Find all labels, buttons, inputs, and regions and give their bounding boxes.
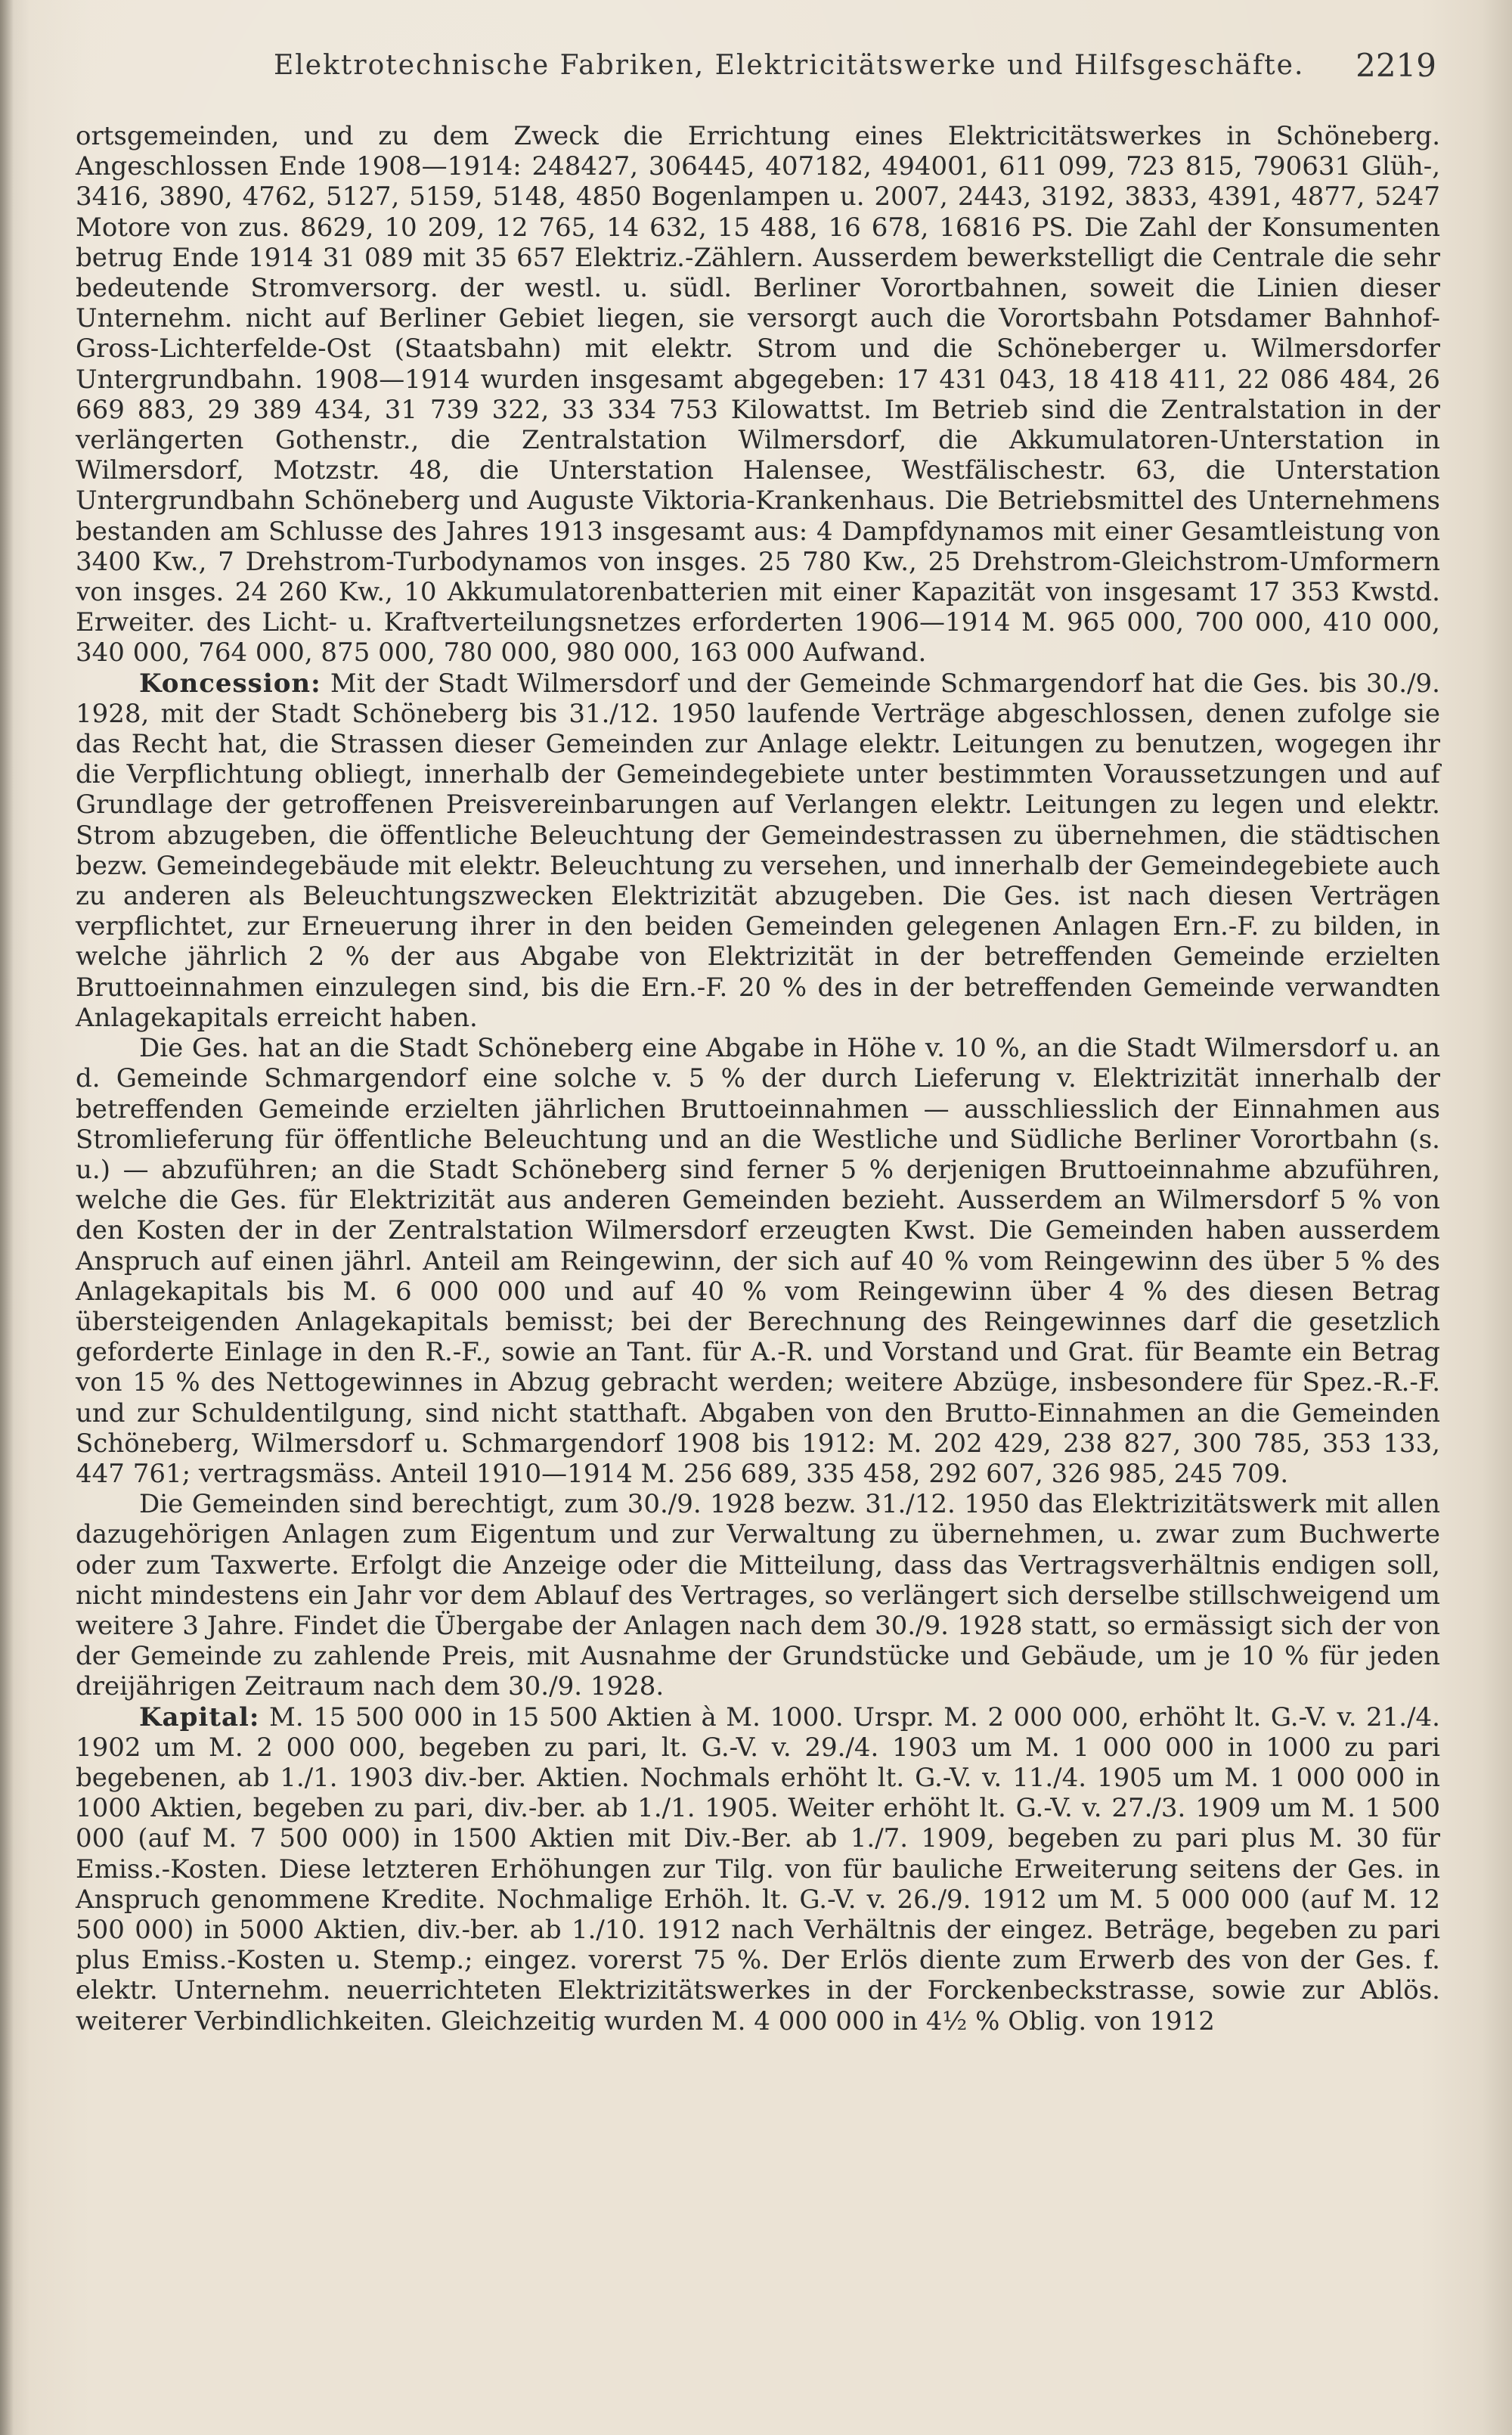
page-number: 2219 xyxy=(1356,47,1436,84)
paragraph-text: ortsgemeinden, und zu dem Zweck die Errichtung eines Elektricitätswerkes in Schöneberg. Angeschlossen Ende 1908—1914: 248427, 306445, 407182, 494001, 611 099, 723 815, 790631 Glüh-, 3416, 3890, 4762, 5127, 5159, 5148, 4850 Bogenlampen u. 2007, 2443, 3192, 3833, 4391, 4877, 5247 Motore von zus. 8629, 10 209, 12 765, 14 632, 15 488, 16 678, 16816 PS. Die Zahl der Konsumenten betrug Ende 1914 31 089 mit 35 657 Elektriz.-Zählern. Ausserdem bewerkstelligt die Centrale die sehr bedeutende Stromversorg. der westl. u. südl. Berliner Vorortbahnen, soweit die Linien dieser Unternehm. nicht auf Berliner Gebiet liegen, sie versorgt auch die Vorortsbahn Potsdamer Bahnhof-Gross-Lichterfelde-Ost (Staatsbahn) mit elektr. Strom und die Schöneberger u. Wilmersdorfer Untergrundbahn. 1908—1914 wurden insgesamt abgegeben: 17 431 043, 18 418 411, 22 086 484, 26 669 883, 29 389 434, 31 739 322, 33 334 753 Kilowattst. Im Betrieb sind die Zentralstation in der verlängerten Gothenstr., die Zentralstation Wilmersdorf, die Akkumulatoren-Unterstation in Wilmersdorf, Motzstr. 48, die Unterstation Halensee, Westfälischestr. 63, die Unterstation Untergrundbahn Schöneberg und Auguste Viktoria-Krankenhaus. Die Betriebsmittel des Unternehmens bestanden am Schlusse des Jahres 1913 insgesamt aus: 4 Dampfdynamos mit einer Gesamtleistung von 3400 Kw., 7 Drehstrom-Turbodynamos von insges. 25 780 Kw., 25 Drehstrom-Gleichstrom-Umformern von insges. 24 260 Kw., 10 Akkumulatorenbatterien mit einer Kapazität von insgesamt 17 353 Kwstd. Erweiter. des Licht- u. Kraftverteilungsnetzes erforderten 1906—1914 M. 965 000, 700 000, 410 000, 340 000, 764 000, 875 000, 780 000, 980 000, 163 000 Aufwand. xyxy=(76,121,1440,668)
page-header xyxy=(76,47,1436,95)
body-text xyxy=(76,121,1440,2036)
paragraph-text: Die Ges. hat an die Stadt Schöneberg eine Abgabe in Höhe v. 10 %, an die Stadt Wilmersdorf u. an d. Gemeinde Schmargendorf eine solche v. 5 % der durch Lieferung v. Elektrizität innerhalb der betreffenden Gemeinde erzielten jährlichen Bruttoeinnahmen — ausschliesslich der Einnahmen aus Stromlieferung für öffentliche Beleuchtung und an die Westliche und Südliche Berliner Vorortbahn (s. u.) — abzuführen; an die Stadt Schöneberg sind ferner 5 % derjenigen Bruttoeinnahme abzuführen, welche die Ges. für Elektrizität aus anderen Gemeinden bezieht. Ausserdem an Wilmersdorf 5 % von den Kosten der in der Zentralstation Wilmersdorf erzeugten Kwst. Die Gemeinden haben ausserdem Anspruch auf einen jährl. Anteil am Reingewinn, der sich auf 40 % vom Reingewinn des über 5 % des Anlagekapitals bis M. 6 000 000 und auf 40 % vom Reingewinn über 4 % des diesen Betrag übersteigenden Anlagekapitals bemisst; bei der Berechnung des Reingewinnes darf die gesetzlich geforderte Einlage in den R.-F., sowie an Tant. für A.-R. und Vorstand und Grat. für Beamte ein Betrag von 15 % des Nettogewinnes in Abzug gebracht werden; weitere Abzüge, insbesondere für Spez.-R.-F. und zur Schuldentilgung, sind nicht statthaft. Abgaben von den Brutto-Einnahmen an die Gemeinden Schöneberg, Wilmersdorf u. Schmargendorf 1908 bis 1912: M. 202 429, 238 827, 300 785, 353 133, 447 761; vertragsmäss. Anteil 1910—1914 M. 256 689, 335 458, 292 607, 326 985, 245 709. xyxy=(76,1033,1440,1489)
running-head: Elektrotechnische Fabriken, Elektricitätswerke und Hilfsgeschäfte. xyxy=(274,50,1305,81)
section-lead-kapital: Kapital: xyxy=(139,1701,260,1732)
page-edge-shadow xyxy=(0,0,14,2435)
paragraph-text: Die Gemeinden sind berechtigt, zum 30./9. 1928 bezw. 31./12. 1950 das Elektrizitätswerk mit allen dazugehörigen Anlagen zum Eigentum und zur Verwaltung zu übernehmen, u. zwar zum Buchwerte oder zum Taxwerte. Erfolgt die Anzeige oder die Mitteilung, dass das Vertragsverhältnis endigen soll, nicht mindestens ein Jahr vor dem Ablauf des Vertrages, so verlängert sich derselbe stillschweigend um weitere 3 Jahre. Findet die Übergabe der Anlagen nach dem 30./9. 1928 statt, so ermässigt sich der von der Gemeinde zu zahlende Preis, mit Ausnahme der Grundstücke und Gebäude, um je 10 % für jeden dreijährigen Zeitraum nach dem 30./9. 1928. xyxy=(76,1489,1440,1702)
paragraph-uebernahme xyxy=(76,1489,1440,1701)
paragraph-abgaben xyxy=(76,1033,1440,1489)
section-lead-koncession: Koncession: xyxy=(139,668,321,699)
paragraph-text: Mit der Stadt Wilmersdorf und der Gemeinde Schmargendorf hat die Ges. bis 30./9. 1928, mit der Stadt Schöneberg bis 31./12. 1950 laufende Verträge abgeschlossen, denen zufolge sie das Recht hat, die Strassen dieser Gemeinden zur Anlage elektr. Leitungen zu benutzen, wogegen ihr die Verpflichtung obliegt, innerhalb der Gemeindegebiete unter bestimmten Voraussetzungen und auf Grundlage der getroffenen Preisvereinbarungen auf Verlangen elektr. Leitungen zu legen und elektr. Strom abzugeben, die öffentliche Beleuchtung der Gemeindestrassen zu übernehmen, die städtischen bezw. Gemeindegebäude mit elektr. Beleuchtung zu versehen, und innerhalb der Gemeindegebiete auch zu anderen als Beleuchtungszwecken Elektrizität abzugeben. Die Ges. ist nach diesen Verträgen verpflichtet, zur Erneuerung ihrer in den beiden Gemeinden gelegenen Anlagen Ern.-F. zu bilden, in welche jährlich 2 % der aus Abgabe von Elektrizität in der betreffenden Gemeinde erzielten Bruttoeinnahmen einzulegen sind, bis die Ern.-F. 20 % des in der betreffenden Gemeinde verwandten Anlagekapitals erreicht haben. xyxy=(76,668,1440,1033)
paragraph-koncession xyxy=(76,668,1440,1033)
paragraph-text: M. 15 500 000 in 15 500 Aktien à M. 1000. Urspr. M. 2 000 000, erhöht lt. G.-V. v. 21./4. 1902 um M. 2 000 000, begeben zu pari, lt. G.-V. v. 29./4. 1903 um M. 1 000 000 in 1000 zu pari begebenen, ab 1./1. 1903 div.-ber. Aktien. Nochmals erhöht lt. G.-V. v. 11./4. 1905 um M. 1 000 000 in 1000 Aktien, begeben zu pari, div.-ber. ab 1./1. 1905. Weiter erhöht lt. G.-V. v. 27./3. 1909 um M. 1 500 000 (auf M. 7 500 000) in 1500 Aktien mit Div.-Ber. ab 1./7. 1909, begeben zu pari plus M. 30 für Emiss.-Kosten. Diese letzteren Erhöhungen zur Tilg. von für bauliche Erweiterung seitens der Ges. in Anspruch genommene Kredite. Nochmalige Erhöh. lt. G.-V. v. 26./9. 1912 um M. 5 000 000 (auf M. 12 500 000) in 5000 Aktien, div.-ber. ab 1./10. 1912 nach Verhältnis der eingez. Beträge, begeben zu pari plus Emiss.-Kosten u. Stemp.; eingez. vorerst 75 %. Der Erlös diente zum Erwerb des von der Ges. f. elektr. Unternehm. neuerrichteten Elektrizitätswerkes in der Forckenbeckstrasse, sowie zur Ablös. weiterer Verbindlichkeiten. Gleichzeitig wurden M. 4 000 000 in 4½ % Oblig. von 1912 xyxy=(76,1701,1440,2036)
paragraph-kapital xyxy=(76,1702,1440,2036)
paragraph-electricity-works xyxy=(76,121,1440,668)
